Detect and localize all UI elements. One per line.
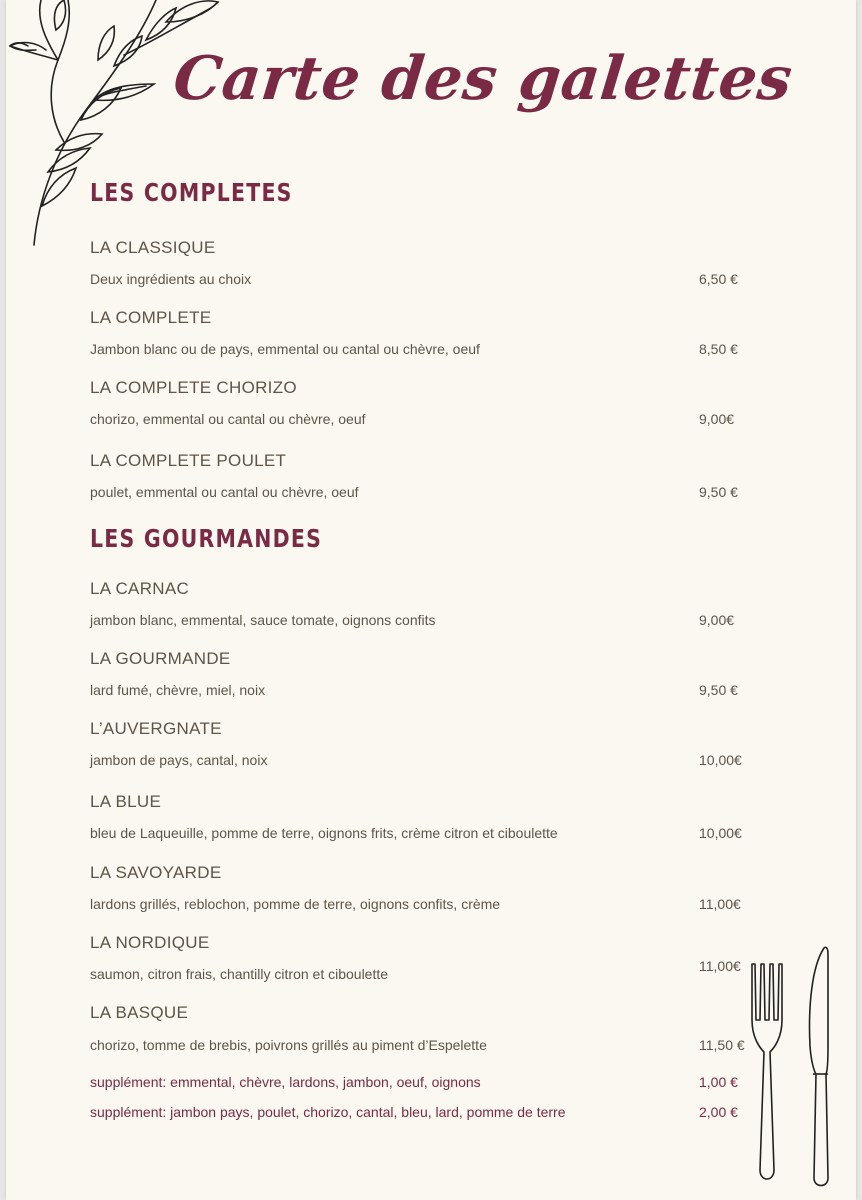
menu-item-description: chorizo, tomme de brebis, poivrons grillés au piment d’Espelette (90, 1037, 487, 1053)
menu-item-price: 11,00€ (699, 896, 741, 912)
menu-item-price: 6,50 € (699, 271, 738, 287)
menu-item-name: LA NORDIQUE (90, 933, 210, 952)
menu-item-price: 10,00€ (699, 825, 742, 841)
knife-icon (804, 946, 834, 1191)
menu-item-price: 8,50 € (699, 341, 738, 357)
menu-item-price: 11,00€ (699, 958, 741, 974)
menu-page (6, 0, 856, 1200)
menu-item-name: LA CLASSIQUE (90, 238, 216, 257)
supplement-price: 2,00 € (699, 1104, 738, 1120)
section-title-completes: LES COMPLETES (90, 178, 293, 207)
menu-item-description: Deux ingrédients au choix (90, 271, 252, 287)
fork-icon (746, 960, 791, 1190)
menu-item-name: LA BLUE (90, 792, 162, 811)
menu-item-price: 9,50 € (699, 682, 738, 698)
menu-item-name: LA COMPLETE (90, 308, 212, 327)
menu-item-name: LA GOURMANDE (90, 649, 231, 668)
menu-item-price: 10,00€ (699, 752, 742, 768)
menu-item-description: jambon de pays, cantal, noix (90, 752, 268, 768)
leaf-branch-icon (6, 0, 226, 250)
supplement-text: supplément: emmental, chèvre, lardons, jambon, oeuf, oignons (90, 1074, 481, 1090)
menu-item-description: Jambon blanc ou de pays, emmental ou cantal ou chèvre, oeuf (90, 341, 480, 357)
menu-item-description: jambon blanc, emmental, sauce tomate, oignons confits (90, 612, 436, 628)
menu-item-name: LA SAVOYARDE (90, 863, 222, 882)
menu-item-name: LA COMPLETE CHORIZO (90, 378, 297, 397)
menu-item-price: 9,50 € (699, 484, 738, 500)
menu-item-description: chorizo, emmental ou cantal ou chèvre, oeuf (90, 411, 366, 427)
menu-item-description: poulet, emmental ou cantal ou chèvre, oeuf (90, 484, 359, 500)
menu-item-description: lard fumé, chèvre, miel, noix (90, 682, 266, 698)
supplement-text: supplément: jambon pays, poulet, chorizo, cantal, bleu, lard, pomme de terre (90, 1104, 566, 1120)
menu-item-name: LA COMPLETE POULET (90, 451, 287, 470)
menu-item-price: 11,50 € (699, 1037, 745, 1053)
menu-item-description: bleu de Laqueuille, pomme de terre, oignons frits, crème citron et ciboulette (90, 825, 558, 841)
supplement-price: 1,00 € (699, 1074, 738, 1090)
menu-item-name: L’AUVERGNATE (90, 719, 222, 738)
menu-item-price: 9,00€ (699, 411, 735, 427)
menu-item-description: lardons grillés, reblochon, pomme de terre, oignons confits, crème (90, 896, 501, 912)
page-title: Carte des galettes (170, 44, 796, 114)
menu-item-name: LA CARNAC (90, 579, 190, 598)
menu-item-price: 9,00€ (699, 612, 735, 628)
menu-item-name: LA BASQUE (90, 1003, 189, 1022)
section-title-gourmandes: LES GOURMANDES (90, 524, 323, 553)
menu-item-description: saumon, citron frais, chantilly citron et ciboulette (90, 966, 389, 982)
